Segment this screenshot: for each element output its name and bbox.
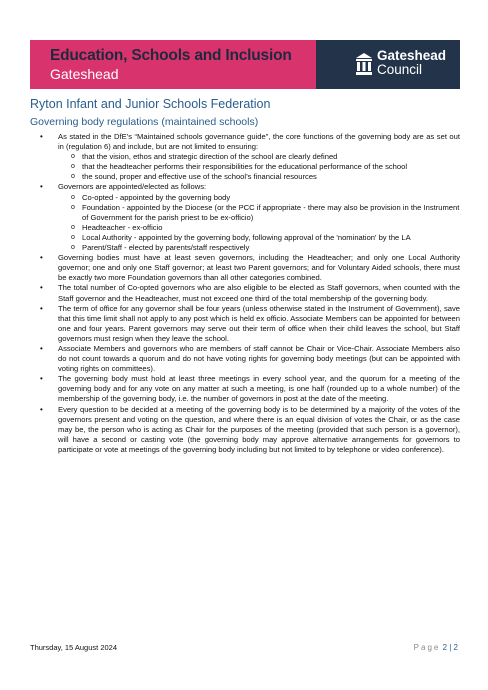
bullet-text: The governing body must hold at least three meetings in every school year, and the quorum for a meeting of the governing body and for any vote on any matter at such a meeting, is one half (rounded up to a whole number) of the membership of the governing body, i.e. the number of governors in post at the date of the meeting.: [58, 374, 460, 404]
bullet-text: The total number of Co-opted governors who are also eligible to be elected as Staff governors, when counted with the Staff governor and the Headteacher, must not exceed one third of the total membership of the governing body.: [58, 283, 460, 303]
sub-list: [58, 152, 460, 182]
bullet-text: As stated in the DfE’s “Maintained schools governance guide”, the core functions of the governing body are as set out in (regulation 6) and include, but are not limited to ensuring:: [58, 132, 460, 152]
bullet-text: Governors are appointed/elected as follows:: [58, 182, 207, 192]
bullet-item: [30, 283, 460, 303]
bullet-item: [30, 374, 460, 404]
sub-item: o Headteacher - ex-officio: [58, 223, 460, 233]
sub-item: o Co-opted - appointed by the governing body: [58, 193, 460, 203]
page-title: Ryton Infant and Junior Schools Federation: [30, 97, 271, 111]
page-number: [414, 643, 458, 652]
sub-item: o that the vision, ethos and strategic direction of the school are clearly defined: [58, 152, 460, 162]
banner-subtitle: Gateshead: [50, 66, 119, 82]
sub-item: o Foundation - appointed by the Diocese (or the PCC if appropriate - there may also be provision in the Instrument of Government for the parish priest to be ex-officio): [58, 203, 460, 223]
bullet-list: [30, 132, 460, 455]
logo-line-2: Council: [377, 62, 423, 77]
page-label: Page: [413, 643, 441, 652]
bullet-item: [30, 132, 460, 182]
bullet-item: [30, 344, 460, 374]
bullet-text: Associate Members and governors who are members of staff cannot be Chair or Vice-Chair. Associate Members also do not count towards a quorum and do not have voting rights for governing body meetings (but can be appointed with voting rights on committees).: [58, 343, 460, 374]
sub-item: o that the headteacher performs their responsibilities for the educational performance of the school: [58, 162, 460, 172]
header-banner: [30, 40, 460, 89]
bullet-item: [30, 405, 460, 455]
banner-title: Education, Schools and Inclusion: [50, 47, 292, 64]
bullet-text: Governing bodies must have at least seven governors, including the Headteacher; and only one Local Authority governor; one and only one Staff governor; at least two Parent governors; and for Voluntary Aided schools, there must be exactly two more Foundation governors than all other categories combined.: [58, 253, 460, 283]
footer-date: Thursday, 15 August 2024: [30, 643, 118, 652]
bullet-item: [30, 304, 460, 344]
logo-text: [377, 49, 446, 77]
bullet-text: The term of office for any governor shall be four years (unless otherwise stated in the Instrument of Government), save that this time limit shall not apply to any post which is held ex officio. Associate Members can be appointed for between one and four years. Parent governors may serve out their term of office when their child leaves the school, but Staff governors must resign when they leave the school.: [58, 303, 460, 343]
bullet-item: [30, 253, 460, 283]
sub-item: o the sound, proper and effective use of the school’s financial resources: [58, 172, 460, 182]
council-logo: [316, 40, 460, 89]
sub-item: o Parent/Staff - elected by parents/staff respectively: [58, 243, 460, 253]
building-icon: [356, 53, 372, 75]
banner-title-panel: [30, 40, 316, 89]
bullet-item: [30, 182, 460, 253]
page-count: 2 | 2: [442, 643, 458, 652]
logo-line-1: Gateshead: [377, 48, 447, 63]
sub-item: o Local Authority - appointed by the governing body, following approval of the 'nomination' by the LA: [58, 233, 460, 243]
section-title: Governing body regulations (maintained schools): [30, 116, 259, 128]
sub-list: [58, 193, 460, 254]
document-body: [30, 132, 460, 455]
bullet-text: Every question to be decided at a meeting of the governing body is to be determined by a majority of the votes of the governors present and voting on the question, and where there is an equal division of votes the Chair, or as the case may be, the person who is acting as Chair for the purposes of the meeting (provided that such person is a governor), will have a second or casting vote (the governing body may approve alternative arrangements for governors to participate or vote at meetings of the governing body including but not limited to by telephone or video conference).: [58, 404, 460, 454]
